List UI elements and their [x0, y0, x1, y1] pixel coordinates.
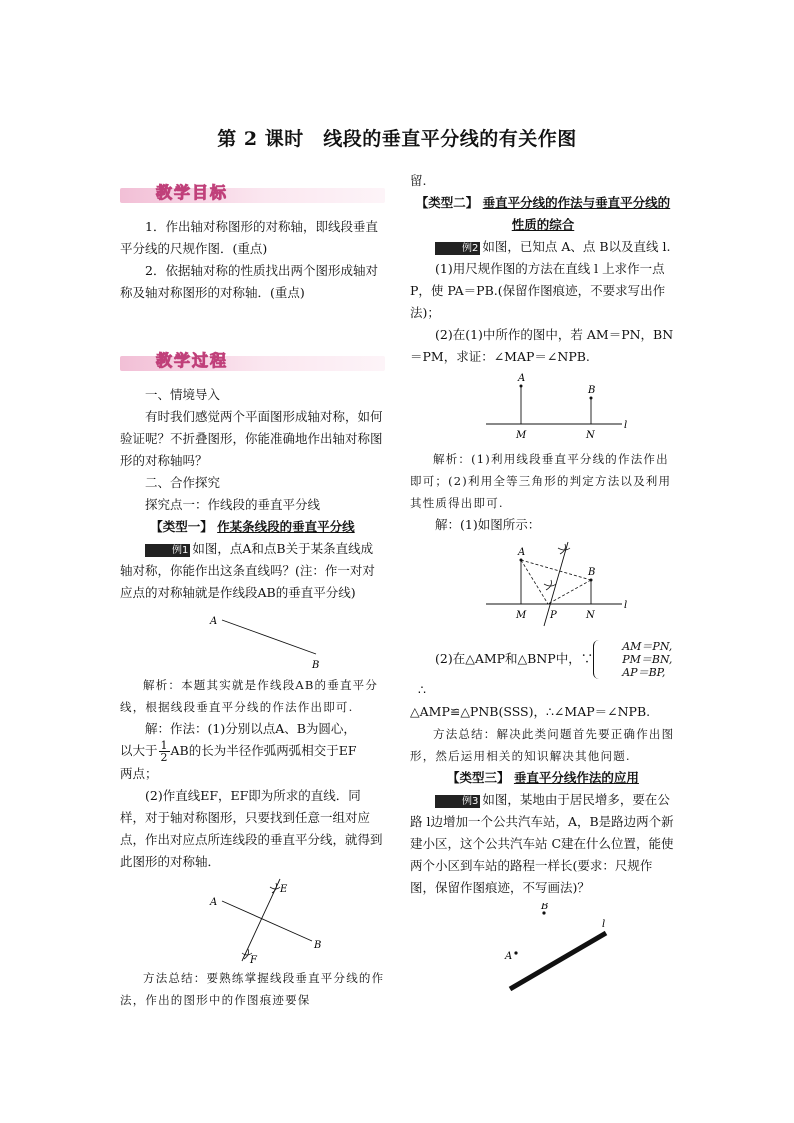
banner-teaching-process — [120, 350, 385, 376]
fraction-half — [159, 740, 170, 763]
label-b: B — [588, 385, 596, 396]
banner-teaching-process-text: 教学过程 — [156, 351, 229, 370]
solution-1c: 两点； — [120, 766, 158, 781]
label-l: l — [624, 420, 628, 431]
example-1 — [120, 538, 385, 604]
label-a: A — [518, 547, 526, 558]
label-e: E — [280, 884, 288, 895]
type-2-heading — [410, 192, 676, 236]
segment-ab — [222, 620, 316, 654]
goal-2: 2．依据轴对称的性质找出两个图形成轴对称及轴对称图形的对称轴．(重点) — [120, 263, 378, 300]
segment-ap-dashed — [521, 560, 548, 604]
type-2-tag: 【类型二】 — [415, 195, 479, 210]
heading-intro: 一、情境导入 — [145, 387, 221, 402]
page-title: 第 2 课时 线段的垂直平分线的有关作图 — [217, 128, 577, 150]
figure-construction-p — [410, 540, 676, 634]
explore-point: 探究点一：作线段的垂直平分线 — [145, 497, 321, 512]
label-b: B — [314, 940, 322, 951]
continuation: 留. — [410, 173, 427, 188]
figure-road-bus-stop — [410, 903, 676, 995]
segment-bp-dashed — [548, 580, 591, 604]
point-a — [520, 559, 523, 562]
intro-text: 有时我们感觉两个平面图形成轴对称，如何验证呢？不折叠图形，你能准确地作出轴对称图形的对称轴吗？ — [120, 409, 383, 468]
condition-3: AP＝BP, — [622, 666, 666, 679]
arc-mid-1 — [544, 584, 556, 586]
analysis-1: 解析：本题其实就是作线段AB的垂直平分线，根据线段垂直平分线的作法作出即可. — [120, 678, 379, 714]
label-a: A — [505, 951, 513, 962]
type-3-tag: 【类型三】 — [447, 770, 510, 785]
label-n: N — [586, 430, 595, 441]
therefore-symbol: ∴ — [418, 682, 426, 697]
proof-line-1 — [410, 640, 676, 701]
label-a: A — [210, 616, 218, 627]
left-column — [120, 180, 385, 1011]
figure-perpendicular-bisector — [120, 877, 385, 963]
road-l — [510, 933, 606, 989]
solution-2: 解：(1)如图所示： — [435, 517, 541, 532]
fraction-numerator: 1 — [160, 739, 168, 752]
condition-2: PM＝BN, — [622, 653, 673, 666]
label-n: N — [586, 610, 595, 621]
summary-1: 方法总结：要熟练掌握线段垂直平分线的作法，作出的图形中的作图痕迹要保 — [120, 971, 385, 1007]
example-3-tag: 例3 — [435, 795, 480, 808]
point-a — [514, 951, 517, 954]
example-1-text: 如图，点A和点B关于某条直线成轴对称，你能作出这条直线吗？(注：作一对对应点的对称轴就是作线段AB的垂直平分线) — [120, 541, 375, 600]
condition-1: AM＝PN, — [622, 640, 673, 653]
label-a: A — [210, 897, 218, 908]
type-3-title: 垂直平分线作法的应用 — [513, 770, 639, 785]
type-1-title: 作某条线段的垂直平分线 — [217, 519, 355, 534]
banner-teaching-goals — [120, 182, 385, 208]
solution-1b — [120, 740, 385, 763]
type-1-heading — [120, 516, 385, 538]
goal-1: 1．作出轴对称图形的对称轴，即线段垂直平分线的尺规作图．(重点) — [120, 219, 378, 256]
analysis-2: 解析：(1)利用线段垂直平分线的作法作出即可；(2)利用全等三角形的判定方法以及利用其性质得出即可. — [410, 452, 672, 510]
label-m: M — [516, 610, 527, 621]
label-a: A — [518, 373, 526, 384]
solution-1d: (2)作直线EF，EF即为所求的直线．同样，对于轴对称图形，只要找到任意一组对应点，作出对应点所连线段的垂直平分线，就得到此图形的对称轴． — [120, 788, 383, 869]
example-1-tag: 例1 — [145, 544, 190, 557]
label-b: B — [588, 567, 596, 578]
question-1: (1)用尺规作图的方法在直线 l 上求作一点 P，使 PA＝PB.(保留作图痕迹，不要求写出作法)； — [410, 261, 666, 320]
label-b: B — [312, 660, 320, 670]
question-2: (2)在(1)中所作的图中，若 AM＝PN，BN＝PM，求证：∠MAP＝∠NPB. — [410, 327, 674, 364]
point-b — [590, 397, 593, 400]
arc-f-2 — [244, 949, 249, 959]
type-3-heading — [410, 767, 676, 789]
label-b: B — [541, 903, 549, 912]
segment-ab-dashed — [521, 560, 591, 580]
summary-2: 方法总结：解决此类问题首先要正确作出图形，然后运用相关的知识解决其他问题. — [410, 727, 675, 763]
figure-points-and-line — [410, 372, 676, 444]
solution-1a: 解：作法：(1)分别以点A、B为圆心， — [145, 721, 356, 736]
label-p: P — [550, 610, 557, 621]
figure-segment-ab — [120, 608, 385, 670]
arc-e-1 — [270, 887, 280, 889]
example-3-text: 如图，某地由于居民增多，要在公路 l边增加一个公共汽车站，A，B是路边两个新建小区，这个公共汽车站 C建在什么位置，能使两个小区到车站的路程一样长(要求：尺规作图，保留作图痕迹，不写画法)？ — [410, 792, 674, 895]
label-m: M — [516, 430, 527, 441]
solution-1b-pre: 以大于 — [120, 743, 158, 758]
label-l: l — [624, 600, 628, 611]
type-1-tag: 【类型一】 — [150, 519, 213, 534]
label-f: F — [250, 955, 257, 963]
proof-line-2: △AMP≌△PNB(SSS)，∴∠MAP＝∠NPB. — [410, 704, 651, 719]
example-2-tag: 例2 — [435, 242, 480, 255]
proof-conditions — [593, 640, 672, 679]
proof-pre: (2)在△AMP和△BNP中，∵ — [435, 651, 594, 666]
example-2 — [410, 236, 676, 258]
arc-top-1 — [558, 548, 570, 550]
example-3 — [410, 789, 676, 899]
point-b — [590, 579, 593, 582]
right-column — [410, 170, 676, 999]
type-2-title: 垂直平分线的作法与垂直平分线的性质的综合 — [482, 195, 671, 232]
fraction-denominator: 2 — [160, 751, 168, 764]
label-l: l — [602, 919, 606, 930]
example-2-text: 如图，已知点 A、点 B以及直线 l. — [482, 239, 671, 254]
banner-teaching-goals-text: 教学目标 — [156, 183, 229, 202]
heading-cooperate: 二、合作探究 — [145, 475, 221, 490]
point-a — [520, 385, 523, 388]
solution-1b-post: AB的长为半径作弧两弧相交于EF — [170, 743, 357, 758]
